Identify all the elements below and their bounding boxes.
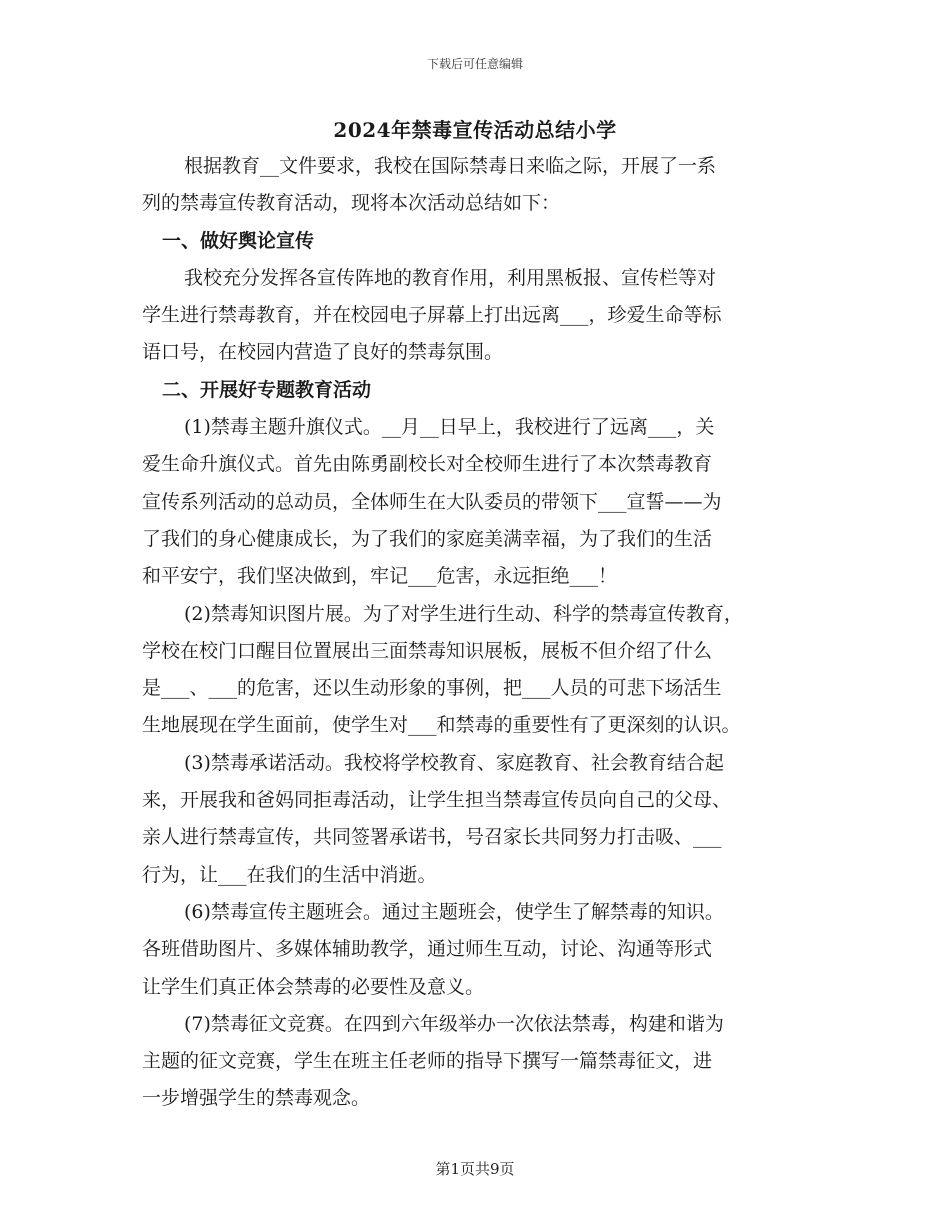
- section-heading-2: 二、开展好专题教育活动: [162, 378, 372, 401]
- text-line: (6)禁毒宣传主题班会。通过主题班会，使学生了解禁毒的知识。: [184, 900, 724, 923]
- document-title: 2024年禁毒宣传活动总结小学: [333, 118, 617, 142]
- header-note: 下载后可任意编辑: [426, 57, 523, 71]
- text-line: 主题的征文竞赛，学生在班主任老师的指导下撰写一篇禁毒征文，进: [142, 1050, 713, 1073]
- item3-paragraph: [142, 745, 814, 894]
- text-line: 和平安宁，我们坚决做到，牢记___危害，永远拒绝___！: [142, 565, 618, 588]
- item6-paragraph: [142, 894, 814, 1006]
- section1-paragraph: [142, 260, 814, 372]
- section-heading-1: 一、做好舆论宣传: [162, 229, 315, 252]
- text-line: 亲人进行禁毒宣传，共同签署承诺书，号召家长共同努力打击吸、___: [142, 826, 722, 849]
- text-line: 列的禁毒宣传教育活动，现将本次活动总结如下：: [142, 192, 561, 215]
- text-line: 各班借助图片、多媒体辅助教学，通过师生互动，讨论、沟通等形式: [142, 938, 713, 961]
- text-line: (7)禁毒征文竞赛。在四到六年级举办一次依法禁毒，构建和谐为: [184, 1012, 724, 1035]
- text-line: 语口号，在校园内营造了良好的禁毒氛围。: [142, 341, 504, 364]
- text-line: 是___、___的危害，还以生动形象的事例，把___人员的可悲下场活生: [142, 677, 722, 700]
- text-line: (3)禁毒承诺活动。我校将学校教育、家庭教育、社会教育结合起: [184, 751, 724, 774]
- text-line: 来，开展我和爸妈同拒毒活动，让学生担当禁毒宣传员向自己的父母、: [142, 789, 732, 812]
- page-number: 第1页共9页: [435, 1160, 515, 1178]
- text-line: (1)禁毒主题升旗仪式。__月__日早上，我校进行了远离___，关: [184, 416, 715, 439]
- text-line: 了我们的身心健康成长，为了我们的家庭美满幸福，为了我们的生活: [142, 527, 713, 550]
- text-line: 一步增强学生的禁毒观念。: [142, 1087, 371, 1110]
- text-line: 学生进行禁毒教育，并在校园电子屏幕上打出远离___，珍爱生命等标: [142, 304, 722, 327]
- text-line: 让学生们真正体会禁毒的必要性及意义。: [142, 975, 485, 998]
- text-line: 我校充分发挥各宣传阵地的教育作用，利用黑板报、宣传栏等对: [184, 266, 717, 289]
- text-line: 生地展现在学生面前，使学生对___和禁毒的重要性有了更深刻的认识。: [142, 714, 741, 737]
- text-line: 学校在校门口醒目位置展出三面禁毒知识展板，展板不但介绍了什么: [142, 639, 713, 662]
- text-line: 根据教育__文件要求，我校在国际禁毒日来临之际，开展了一系: [184, 155, 717, 177]
- intro-paragraph: [142, 148, 814, 223]
- document-body: [142, 148, 814, 1118]
- item1-paragraph: [142, 409, 814, 595]
- text-line: 宣传系列活动的总动员，全体师生在大队委员的带领下___宣誓——为: [142, 490, 722, 513]
- item7-paragraph: [142, 1006, 814, 1118]
- text-line: (2)禁毒知识图片展。为了对学生进行生动、科学的禁毒宣传教育，: [184, 602, 743, 625]
- text-line: 爱生命升旗仪式。首先由陈勇副校长对全校师生进行了本次禁毒教育: [142, 453, 713, 476]
- item2-paragraph: [142, 596, 814, 745]
- text-line: 行为，让___在我们的生活中消逝。: [142, 863, 437, 886]
